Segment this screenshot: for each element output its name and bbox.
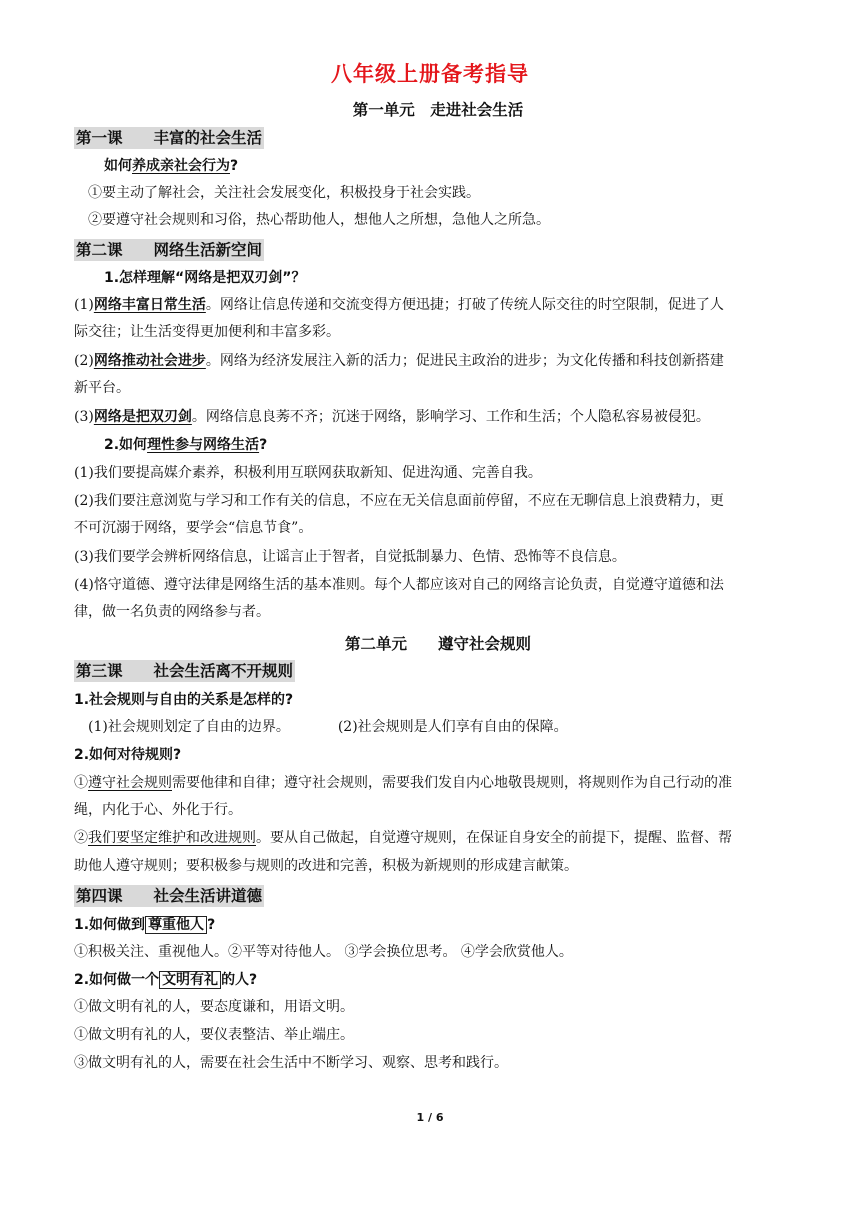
lesson-2-answer-1-cont: 际交往；让生活变得更加便利和丰富多彩。 bbox=[74, 324, 340, 340]
lesson-3-answer-2-2-cont: 助他人遵守规则；要积极参与规则的改进和完善，积极为新规则的形成建言献策。 bbox=[74, 858, 578, 874]
lesson-2-point-4: (4)恪守道德、遵守法律是网络生活的基本准则。每个人都应该对自己的网络言论负责，自觉遵守道德和法 bbox=[74, 577, 724, 593]
document-title: 八年级上册备考指导 bbox=[331, 62, 529, 86]
lesson-2-answer-2: (2)网络推动社会进步。网络为经济发展注入新的活力；促进民主政治的进步；为文化传播和科技创新搭建 bbox=[74, 353, 724, 369]
lesson-3-question-1: 1.社会规则与自由的关系是怎样的? bbox=[74, 692, 294, 708]
lesson-4-question-2: 2.如何做一个 文明有礼 的人? bbox=[74, 972, 258, 988]
lesson-4-heading: 第四课 社会生活讲道德 bbox=[76, 887, 263, 905]
lesson-1-question: 如何养成亲社会行为? bbox=[104, 158, 239, 174]
lesson-4-answer-2-2: ①做文明有礼的人，要仪表整洁、举止端庄。 bbox=[74, 1027, 354, 1043]
lesson-2-question-1: 1.怎样理解“网络是把双刃剑”？ bbox=[104, 270, 306, 286]
boxed-term: 文明有礼 bbox=[159, 971, 221, 989]
lesson-2-point-1: (1)我们要提高媒介素养，积极利用互联网获取新知、促进沟通、完善自我。 bbox=[74, 465, 542, 481]
lesson-4-answer-1: ①积极关注、重视他人。②平等对待他人。 ③学会换位思考。 ④学会欣赏他人。 bbox=[74, 944, 573, 960]
lesson-3-heading: 第三课 社会生活离不开规则 bbox=[76, 662, 294, 680]
lesson-2-point-2-cont: 不可沉溺于网络，要学会“信息节食”。 bbox=[74, 520, 313, 536]
lesson-2-point-4-cont: 律，做一名负责的网络参与者。 bbox=[74, 604, 270, 620]
lesson-2-heading: 第二课 网络生活新空间 bbox=[76, 241, 263, 259]
lesson-3-answer-2-1: ①遵守社会规则需要他律和自律；遵守社会规则，需要我们发自内心地敬畏规则，将规则作为自己行动的准 bbox=[74, 775, 732, 791]
lesson-2-answer-1: (1)网络丰富日常生活。网络让信息传递和交流变得方便迅捷；打破了传统人际交往的时空限制，促进了人 bbox=[74, 297, 724, 313]
lesson-2-answer-2-cont: 新平台。 bbox=[74, 380, 130, 396]
boxed-term: 尊重他人 bbox=[145, 916, 207, 934]
lesson-3-answer-1-row: (1)社会规则划定了自由的边界。 (2)社会规则是人们享有自由的保障。 bbox=[88, 719, 568, 735]
lesson-1-answer-1: ①要主动了解社会，关注社会发展变化，积极投身于社会实践。 bbox=[88, 185, 480, 201]
lesson-2-point-3: (3)我们要学会辨析网络信息，让谣言止于智者，自觉抵制暴力、色情、恐怖等不良信息。 bbox=[74, 549, 626, 565]
unit-2-heading: 第二单元 遵守社会规则 bbox=[344, 635, 531, 653]
lesson-2-point-2: (2)我们要注意浏览与学习和工作有关的信息，不应在无关信息面前停留，不应在无聊信息上浪费精力，更 bbox=[74, 493, 724, 509]
lesson-3-answer-2-2: ②我们要坚定维护和改进规则。要从自己做起，自觉遵守规则，在保证自身安全的前提下，提醒、监督、帮 bbox=[74, 830, 732, 846]
lesson-2-answer-3: (3)网络是把双刃剑。网络信息良莠不齐；沉迷于网络，影响学习、工作和生活；个人隐私容易被侵犯。 bbox=[74, 409, 710, 425]
lesson-3-answer-2-1-cont: 绳，内化于心、外化于行。 bbox=[74, 802, 242, 818]
page-number: 1 / 6 bbox=[416, 1111, 444, 1124]
lesson-4-question-1: 1.如何做到 尊重他人 ? bbox=[74, 917, 216, 933]
lesson-4-answer-2-1: ①做文明有礼的人，要态度谦和，用语文明。 bbox=[74, 999, 354, 1015]
lesson-2-question-2: 2.如何理性参与网络生活? bbox=[104, 437, 268, 453]
unit-1-heading: 第一单元 走进社会生活 bbox=[352, 101, 524, 119]
lesson-3-question-2: 2.如何对待规则? bbox=[74, 747, 182, 763]
lesson-1-heading: 第一课 丰富的社会生活 bbox=[76, 129, 263, 147]
lesson-1-answer-2: ②要遵守社会规则和习俗，热心帮助他人，想他人之所想，急他人之所急。 bbox=[88, 212, 550, 228]
lesson-4-answer-2-3: ③做文明有礼的人，需要在社会生活中不断学习、观察、思考和践行。 bbox=[74, 1055, 508, 1071]
